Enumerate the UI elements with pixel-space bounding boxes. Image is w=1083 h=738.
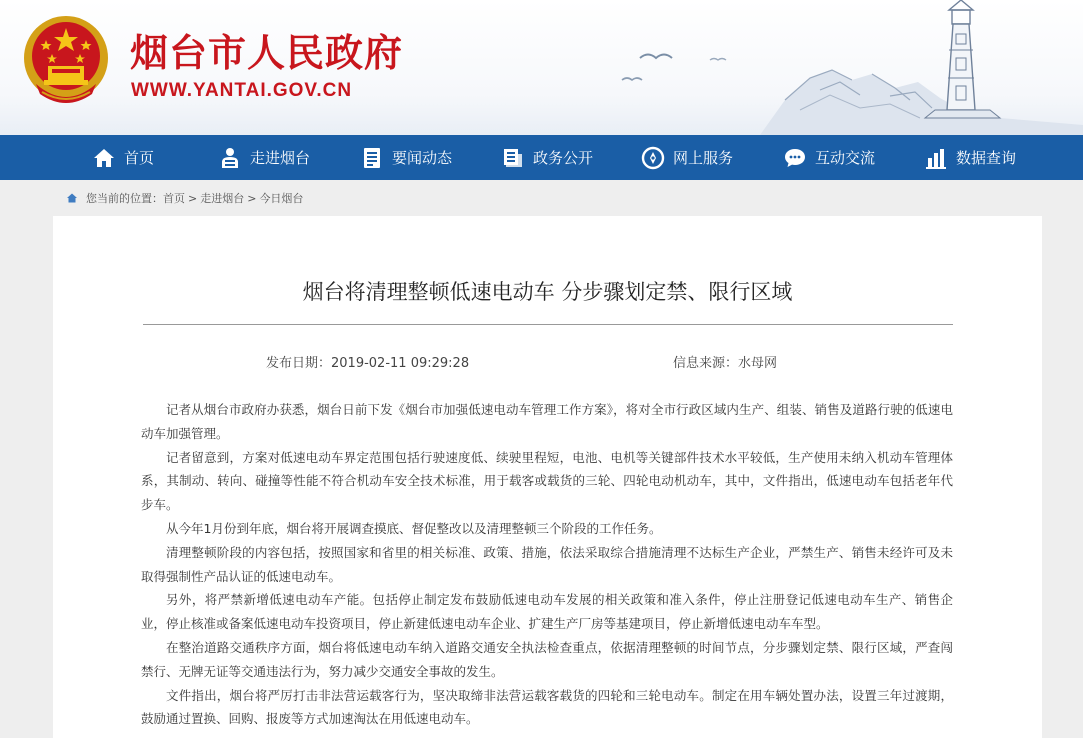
publish-date (266, 352, 469, 371)
info-source-label: 信息来源： (673, 356, 739, 371)
compass-icon (641, 146, 665, 170)
breadcrumb-prefix: 您当前的位置： (86, 192, 163, 205)
article-paragraph: 从今年1月份到年底，烟台将开展调查摸底、督促整改以及清理整顿三个阶段的工作任务。 (166, 520, 662, 536)
info-source (673, 352, 777, 371)
article-title: 烟台将清理整顿低速电动车 分步骤划定禁、限行区域 (302, 280, 793, 304)
breadcrumb-separator: > (188, 191, 198, 205)
breadcrumb-separator: > (247, 191, 257, 205)
document-icon (360, 146, 384, 170)
article-paragraph: 清理整顿阶段的内容包括，按照国家和省里的相关标准、政策、措施，依法采取综合措施清理不达标生产企业，严禁生产、销售未经许可及未取得强制性产品认证的低速电动车。 (141, 544, 953, 584)
nav-item-label: 要闻动态 (392, 149, 453, 167)
breadcrumb-link-about-yantai[interactable]: 走进烟台 (200, 192, 245, 205)
site-url: WWW.YANTAI.GOV.CN (131, 80, 353, 101)
national-emblem-icon (22, 14, 110, 106)
nav-item-gov-affairs[interactable] (501, 135, 593, 180)
nav-item-label: 走进烟台 (250, 149, 311, 167)
nav-item-label: 网上服务 (673, 149, 734, 167)
article-paragraph: 在整治道路交通秩序方面，烟台将低速电动车纳入道路交通安全执法检查重点，依据清理整顿的时间节点，分步骤划定禁、限行区域，严查闯禁行、无牌无证等交通违法行为，努力减少交通安全事故的发生。 (141, 639, 953, 679)
nav-item-label: 政务公开 (533, 149, 594, 167)
publish-date-label: 发布日期： (266, 356, 332, 371)
article-body (141, 398, 953, 731)
nav-item-data-query[interactable] (924, 135, 1016, 180)
info-source-value: 水母网 (738, 356, 778, 371)
site-title: 烟台市人民政府 (130, 31, 404, 75)
title-divider (143, 324, 953, 325)
home-icon (92, 146, 116, 170)
breadcrumb (66, 188, 303, 208)
main-nav (0, 135, 1083, 180)
nav-item-interaction[interactable] (783, 135, 875, 180)
publish-date-value: 2019-02-11 09:29:28 (331, 356, 470, 371)
nav-item-online-service[interactable] (641, 135, 733, 180)
nav-item-home[interactable] (92, 135, 154, 180)
nav-item-label: 首页 (124, 149, 155, 167)
article-panel (53, 216, 1042, 738)
nav-item-news[interactable] (360, 135, 452, 180)
person-icon (218, 146, 242, 170)
lighthouse-scenery-icon (560, 0, 1083, 135)
chat-icon (783, 146, 807, 170)
chart-icon (924, 146, 948, 170)
article-paragraph: 另外，将严禁新增低速电动车产能。包括停止制定发布鼓励低速电动车发展的相关政策和准入条件，停止注册登记低速电动车生产、销售企业，停止核准或备案低速电动车投资项目，停止新建低速电动车企业、扩建生产厂房等基建项目，停止新增低速电动车车型。 (141, 592, 953, 632)
breadcrumb-link-home[interactable]: 首页 (163, 192, 185, 205)
nav-item-about-yantai[interactable] (218, 135, 310, 180)
newspaper-icon (501, 146, 525, 170)
article-paragraph: 文件指出，烟台将严厉打击非法营运载客行为，坚决取缔非法营运载客载货的四轮和三轮电动车。制定在用车辆处置办法，设置三年过渡期，鼓励通过置换、回购、报废等方式加速淘汰在用低速电动车。 (141, 687, 953, 727)
home-icon (66, 192, 78, 204)
site-header (0, 0, 1083, 135)
article-paragraph: 记者从烟台市政府办获悉，烟台日前下发《烟台市加强低速电动车管理工作方案》，将对全市行政区域内生产、组装、销售及道路行驶的低速电动车加强管理。 (141, 402, 953, 441)
article-paragraph: 记者留意到，方案对低速电动车界定范围包括行驶速度低、续驶里程短，电池、电机等关键部件技术水平较低，生产使用未纳入机动车管理体系，其制动、转向、碰撞等性能不符合机动车安全技术标准，用于载客或载货的三轮、四轮电动机动车，其中，文件指出，低速电动车包括老年代步车。 (141, 449, 953, 513)
nav-item-label: 互动交流 (815, 149, 876, 167)
nav-item-label: 数据查询 (956, 149, 1017, 167)
breadcrumb-link-today-yantai[interactable]: 今日烟台 (259, 192, 304, 205)
